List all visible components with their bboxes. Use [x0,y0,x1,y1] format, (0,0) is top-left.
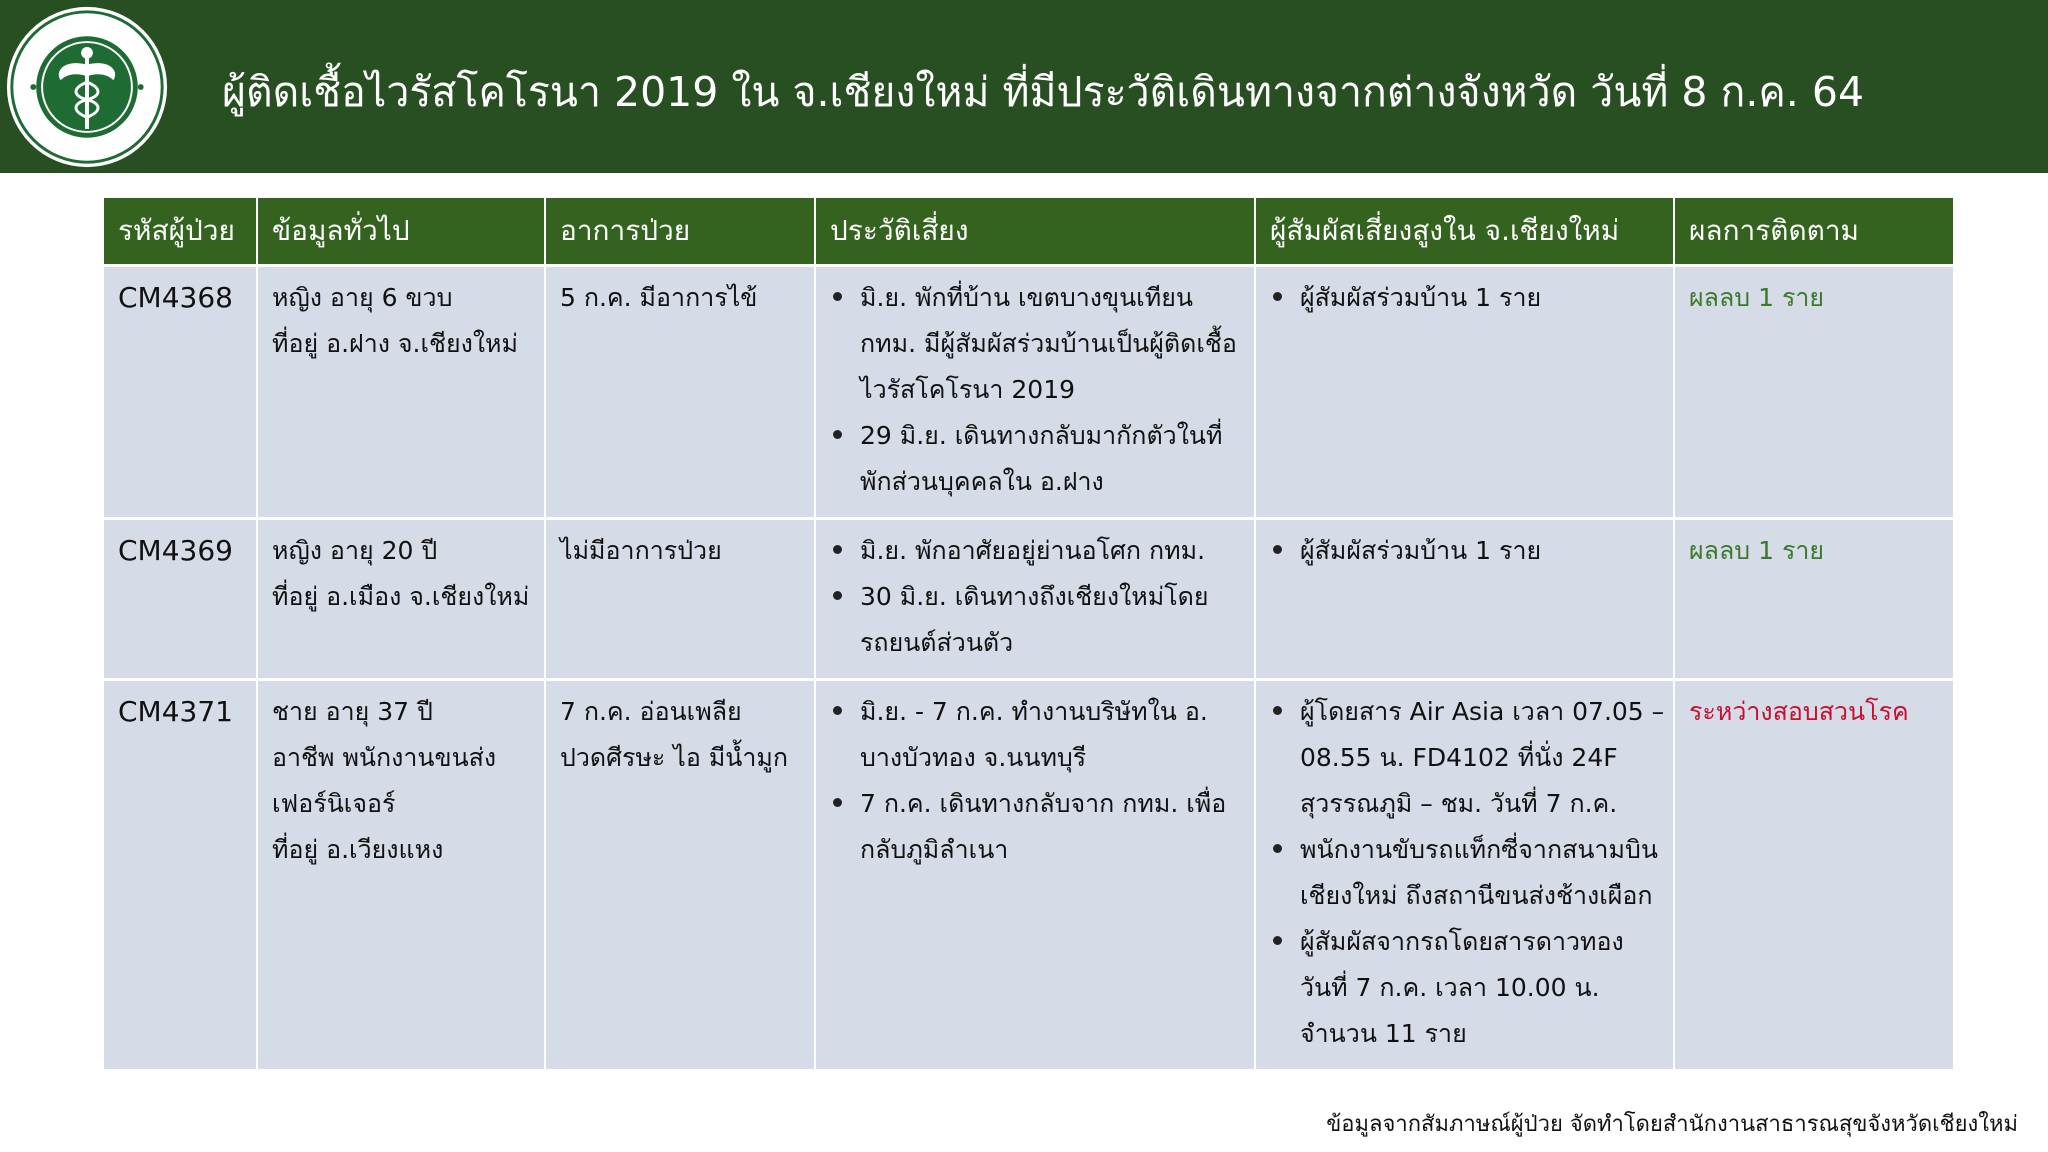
risk-history-line: 30 มิ.ย. เดินทางถึงเชียงใหม่โดย [860,582,1209,611]
table-row [104,680,1953,1071]
header-bar [0,0,2048,173]
risk-history-line: กทม. มีผู้สัมผัสร่วมบ้านเป็นผู้ติดเชื้อ [860,329,1237,358]
follow-up-result-cell: ผลลบ 1 ราย [1674,519,1953,680]
column-header-general-info: ข้อมูลทั่วไป [257,198,545,266]
contact-line: ผู้โดยสาร Air Asia เวลา 07.05 – [1300,697,1665,726]
table-row [104,519,1953,680]
contact-line: พนักงานขับรถแท็กซี่จากสนามบิน [1300,835,1658,864]
risk-history-item [860,689,1240,781]
general-info-line: หญิง อายุ 20 ปี [272,536,438,565]
risk-history-item [860,413,1240,505]
general-info-cell [257,266,545,519]
risk-history-line: 29 มิ.ย. เดินทางกลับมากักตัวในที่ [860,421,1223,450]
contact-line: เชียงใหม่ ถึงสถานีขนส่งช้างเผือก [1300,881,1653,910]
patient-table [104,198,1953,1072]
general-info-line: ที่อยู่ อ.ฝาง จ.เชียงใหม่ [272,329,519,358]
risk-history-line: พักส่วนบุคคลใน อ.ฝาง [860,467,1104,496]
contact-item [1300,827,1659,919]
general-info-line: หญิง อายุ 6 ขวบ [272,283,453,312]
follow-up-result-cell: ระหว่างสอบสวนโรค [1674,680,1953,1071]
table-header-row [104,198,1953,266]
general-info-line: เฟอร์นิเจอร์ [272,789,396,818]
contacts-cell [1255,680,1674,1071]
table-row [104,266,1953,519]
contact-item [1300,275,1659,321]
symptoms-line: ไม่มีอาการป่วย [560,536,722,565]
contact-line: สุวรรณภูมิ – ชม. วันที่ 7 ก.ค. [1300,789,1618,818]
general-info-line: อาชีพ พนักงานขนส่ง [272,743,497,772]
contact-line: จำนวน 11 ราย [1300,1019,1467,1048]
contacts-cell [1255,519,1674,680]
general-info-line: ชาย อายุ 37 ปี [272,697,433,726]
risk-history-cell [815,519,1255,680]
risk-history-line: กลับภูมิลำเนา [860,835,1009,864]
risk-history-cell [815,680,1255,1071]
risk-history-item [860,574,1240,666]
risk-history-item [860,528,1240,574]
general-info-line: ที่อยู่ อ.เวียงแหง [272,835,444,864]
risk-history-item [860,275,1240,413]
column-header-risk-history: ประวัติเสี่ยง [815,198,1255,266]
risk-history-line: ไวรัสโคโรนา 2019 [860,375,1076,404]
patient-id-cell: CM4369 [104,519,257,680]
risk-history-line: รถยนต์ส่วนตัว [860,628,1014,657]
ministry-of-public-health-logo-icon [4,4,170,170]
patient-id-cell: CM4371 [104,680,257,1071]
contact-line: วันที่ 7 ก.ค. เวลา 10.00 น. [1300,973,1600,1002]
column-header-symptoms: อาการป่วย [545,198,815,266]
contact-line: ผู้สัมผัสร่วมบ้าน 1 ราย [1300,536,1542,565]
risk-history-item [860,781,1240,873]
page-title: ผู้ติดเชื้อไวรัสโคโรนา 2019 ใน จ.เชียงใหม่ ที่มีประวัติเดินทางจากต่างจังหวัด วันที่ 8 ก.ค. 64 [222,68,1865,116]
risk-history-line: มิ.ย. พักที่บ้าน เขตบางขุนเทียน [860,283,1193,312]
column-header-follow-up-result: ผลการติดตาม [1674,198,1953,266]
symptoms-cell [545,680,815,1071]
symptoms-line: ปวดศีรษะ ไอ มีน้ำมูก [560,743,789,772]
symptoms-line: 7 ก.ค. อ่อนเพลีย [560,697,742,726]
contacts-cell [1255,266,1674,519]
patient-id-cell: CM4368 [104,266,257,519]
general-info-cell [257,519,545,680]
contact-item [1300,919,1659,1057]
column-header-high-risk-contacts: ผู้สัมผัสเสี่ยงสูงใน จ.เชียงใหม่ [1255,198,1674,266]
contact-line: ผู้สัมผัสร่วมบ้าน 1 ราย [1300,283,1542,312]
symptoms-line: 5 ก.ค. มีอาการไข้ [560,283,758,312]
contact-line: ผู้สัมผัสจากรถโดยสารดาวทอง [1300,927,1624,956]
symptoms-cell [545,266,815,519]
contact-line: 08.55 น. FD4102 ที่นั่ง 24F [1300,743,1618,772]
risk-history-line: 7 ก.ค. เดินทางกลับจาก กทม. เพื่อ [860,789,1227,818]
risk-history-cell [815,266,1255,519]
general-info-cell [257,680,545,1071]
contact-item [1300,528,1659,574]
source-footnote: ข้อมูลจากสัมภาษณ์ผู้ป่วย จัดทำโดยสำนักงานสาธารณสุขจังหวัดเชียงใหม่ [1326,1112,2018,1137]
column-header-patient-id: รหัสผู้ป่วย [104,198,257,266]
risk-history-line: มิ.ย. - 7 ก.ค. ทำงานบริษัทใน อ. [860,697,1208,726]
general-info-line: ที่อยู่ อ.เมือง จ.เชียงใหม่ [272,582,530,611]
contact-item [1300,689,1665,827]
risk-history-line: มิ.ย. พักอาศัยอยู่ย่านอโศก กทม. [860,536,1206,565]
risk-history-line: บางบัวทอง จ.นนทบุรี [860,743,1087,772]
symptoms-cell [545,519,815,680]
follow-up-result-cell: ผลลบ 1 ราย [1674,266,1953,519]
